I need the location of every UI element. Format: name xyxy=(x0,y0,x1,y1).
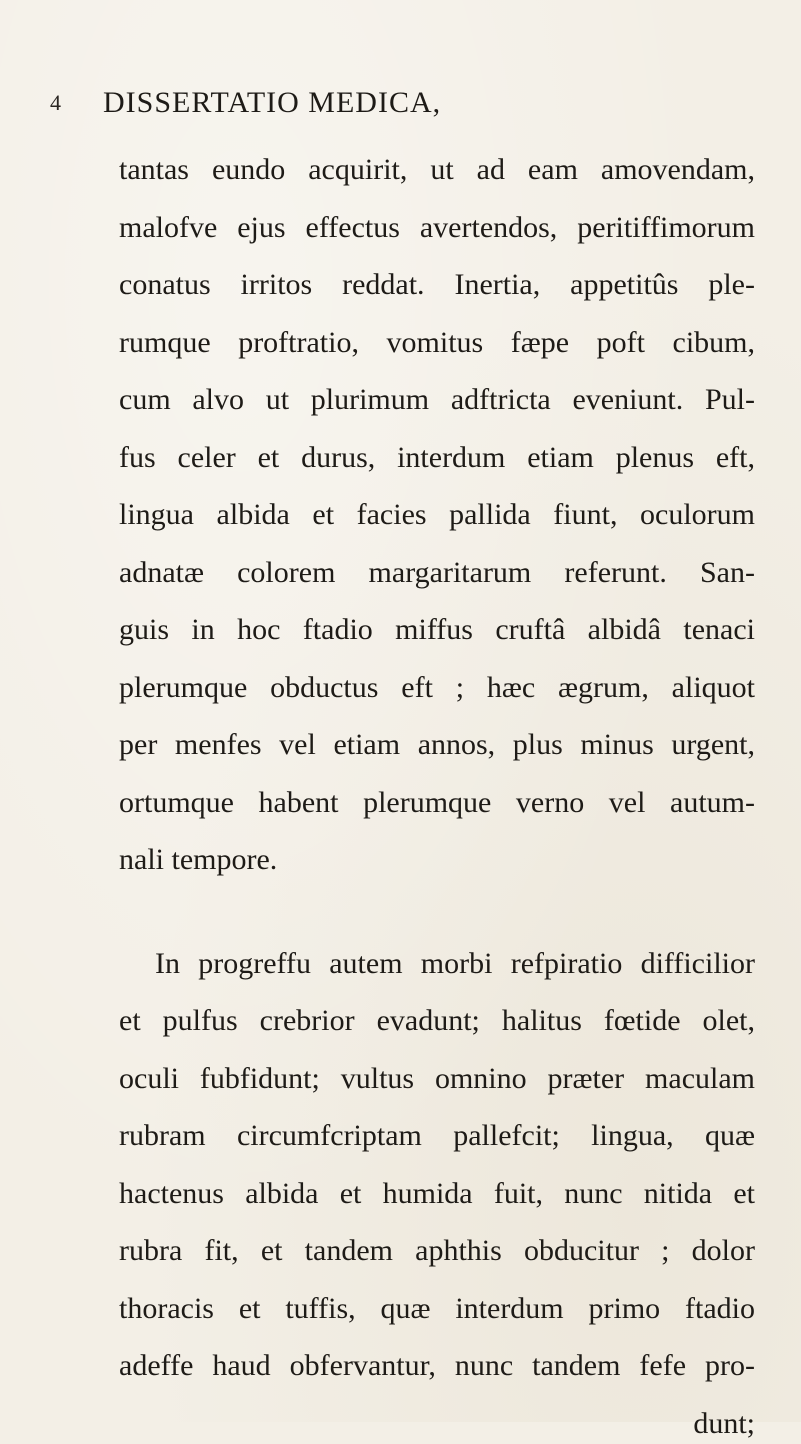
text-line: adeffe haud obfervantur, nunc tandem fefe pro- xyxy=(119,1349,755,1382)
page-number: 4 xyxy=(50,90,61,115)
text-line: In progreffu autem morbi refpiratio difficilior xyxy=(155,947,755,980)
text-line: dunt; xyxy=(693,1407,755,1440)
text-line: tantas eundo acquirit, ut ad eam amovendam, xyxy=(119,153,755,186)
text-line: thoracis et tuffis, quæ interdum primo ftadio xyxy=(119,1292,755,1325)
text-line: malofve ejus effectus avertendos, peritiffimorum xyxy=(119,211,755,244)
text-line: ortumque habent plerumque verno vel autum- xyxy=(119,786,755,819)
text-line: conatus irritos reddat. Inertia, appetitûs ple- xyxy=(119,268,755,301)
text-line: rumque proftratio, vomitus fæpe poft cibum, xyxy=(119,326,755,359)
text-line: nali tempore. xyxy=(119,843,278,876)
text-line: lingua albida et facies pallida fiunt, oculorum xyxy=(119,498,755,531)
text-line: hactenus albida et humida fuit, nunc nitida et xyxy=(119,1177,755,1210)
text-line: et pulfus crebrior evadunt; halitus fœtide olet, xyxy=(119,1004,755,1037)
text-line: rubra fit, et tandem aphthis obducitur ; dolor xyxy=(119,1234,755,1267)
text-line: fus celer et durus, interdum etiam plenus eft, xyxy=(119,441,755,474)
text-line: cum alvo ut plurimum adftricta eveniunt. Pul- xyxy=(119,383,755,416)
text-line: guis in hoc ftadio miffus cruftâ albidâ tenaci xyxy=(119,613,755,646)
running-head: DISSERTATIO MEDICA, xyxy=(103,86,442,119)
text-line: adnatæ colorem margaritarum referunt. San- xyxy=(119,556,755,589)
text-line: plerumque obductus eft ; hæc ægrum, aliquot xyxy=(119,671,755,704)
text-line: rubram circumfcriptam pallefcit; lingua, quæ xyxy=(119,1119,755,1152)
text-line: oculi fubfidunt; vultus omnino præter maculam xyxy=(119,1062,755,1095)
text-line: per menfes vel etiam annos, plus minus urgent, xyxy=(119,728,755,761)
